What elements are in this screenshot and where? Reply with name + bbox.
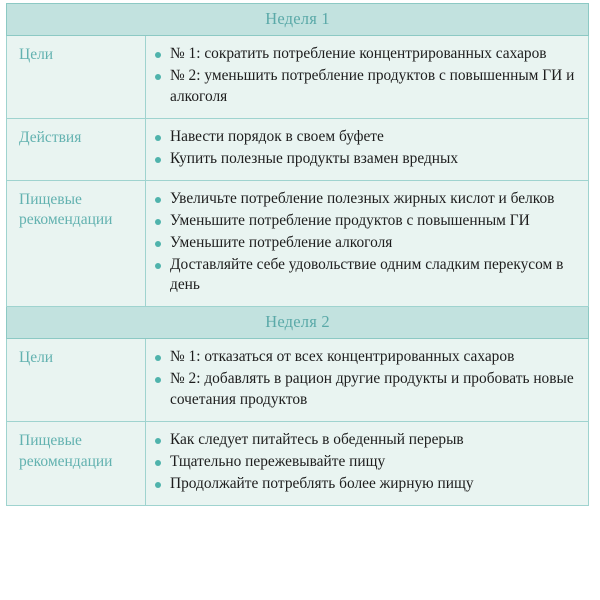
list-item bbox=[146, 347, 578, 368]
list-item bbox=[146, 149, 578, 170]
row-content-cell-goals-week-1 bbox=[146, 36, 589, 119]
list-item-text: № 1: отказаться от всех концентрированных сахаров bbox=[170, 348, 515, 366]
list-item-text: Увеличьте потребление полезных жирных кислот и белков bbox=[170, 189, 555, 207]
row-label-nutrition-week-2: Пищевые рекомендации bbox=[19, 432, 113, 470]
list-item bbox=[146, 255, 578, 297]
list-item-text: Навести порядок в своем буфете bbox=[170, 127, 384, 145]
row-label-goals-week-2: Цели bbox=[19, 349, 54, 367]
row-content-cell-nutrition-week-1 bbox=[146, 180, 589, 307]
row-label-cell-nutrition-week-2 bbox=[7, 422, 146, 506]
list-item-text: Купить полезные продукты взамен вредных bbox=[170, 149, 459, 167]
section-header-row-week-2 bbox=[7, 307, 589, 339]
row-label-cell-actions-week-1 bbox=[7, 118, 146, 180]
table-row bbox=[7, 118, 589, 180]
table-row bbox=[7, 36, 589, 119]
list-item-text: Доставляйте себе удовольствие одним сладким перекусом в день bbox=[170, 255, 564, 294]
list-item bbox=[146, 211, 578, 232]
row-label-actions-week-1: Действия bbox=[19, 128, 82, 146]
list-item bbox=[146, 369, 578, 411]
section-header-title-week-2: Неделя 2 bbox=[265, 312, 330, 332]
row-label-cell-goals-week-2 bbox=[7, 339, 146, 422]
diet-plan-table-body bbox=[7, 4, 589, 506]
section-header-cell-week-2 bbox=[7, 307, 589, 339]
list-item bbox=[146, 127, 578, 148]
list-item-text: Уменьшите потребление алкоголя bbox=[170, 233, 393, 251]
bullet-list-nutrition-week-1 bbox=[146, 189, 578, 297]
table-row bbox=[7, 339, 589, 422]
list-item bbox=[146, 66, 578, 108]
row-content-cell-goals-week-2 bbox=[146, 339, 589, 422]
bullet-list-goals-week-1 bbox=[146, 44, 578, 108]
row-label-goals-week-1: Цели bbox=[19, 46, 54, 63]
row-content-cell-nutrition-week-2 bbox=[146, 422, 589, 506]
list-item bbox=[146, 189, 578, 210]
list-item bbox=[146, 233, 578, 254]
list-item-text: № 2: уменьшить потребление продуктов с повышенным ГИ и алкоголя bbox=[170, 66, 575, 105]
table-row bbox=[7, 422, 589, 506]
table-row bbox=[7, 180, 589, 307]
section-header-title-week-1: Неделя 1 bbox=[265, 9, 330, 28]
section-header-row-week-1 bbox=[7, 4, 589, 36]
section-header-cell-week-1 bbox=[7, 4, 589, 36]
list-item bbox=[146, 474, 578, 495]
list-item-text: Уменьшите потребление продуктов с повышенным ГИ bbox=[170, 211, 530, 229]
list-item bbox=[146, 452, 578, 473]
bullet-list-actions-week-1 bbox=[146, 127, 578, 170]
list-item-text: № 1: сократить потребление концентрированных сахаров bbox=[170, 45, 547, 62]
diet-plan-table bbox=[6, 3, 589, 506]
list-item-text: Тщательно пережевывайте пищу bbox=[170, 453, 386, 471]
bullet-list-goals-week-2 bbox=[146, 347, 578, 411]
row-label-nutrition-week-1: Пищевые рекомендации bbox=[19, 190, 113, 229]
row-label-cell-goals-week-1 bbox=[7, 36, 146, 119]
list-item bbox=[146, 430, 578, 451]
list-item-text: № 2: добавлять в рацион другие продукты и пробовать новые сочетания продуктов bbox=[170, 370, 574, 409]
list-item-text: Продолжайте потреблять более жирную пищу bbox=[170, 475, 474, 493]
row-content-cell-actions-week-1 bbox=[146, 118, 589, 180]
row-label-cell-nutrition-week-1 bbox=[7, 180, 146, 307]
list-item bbox=[146, 44, 578, 65]
list-item-text: Как следует питайтесь в обеденный перерыв bbox=[170, 431, 464, 449]
bullet-list-nutrition-week-2 bbox=[146, 430, 578, 495]
